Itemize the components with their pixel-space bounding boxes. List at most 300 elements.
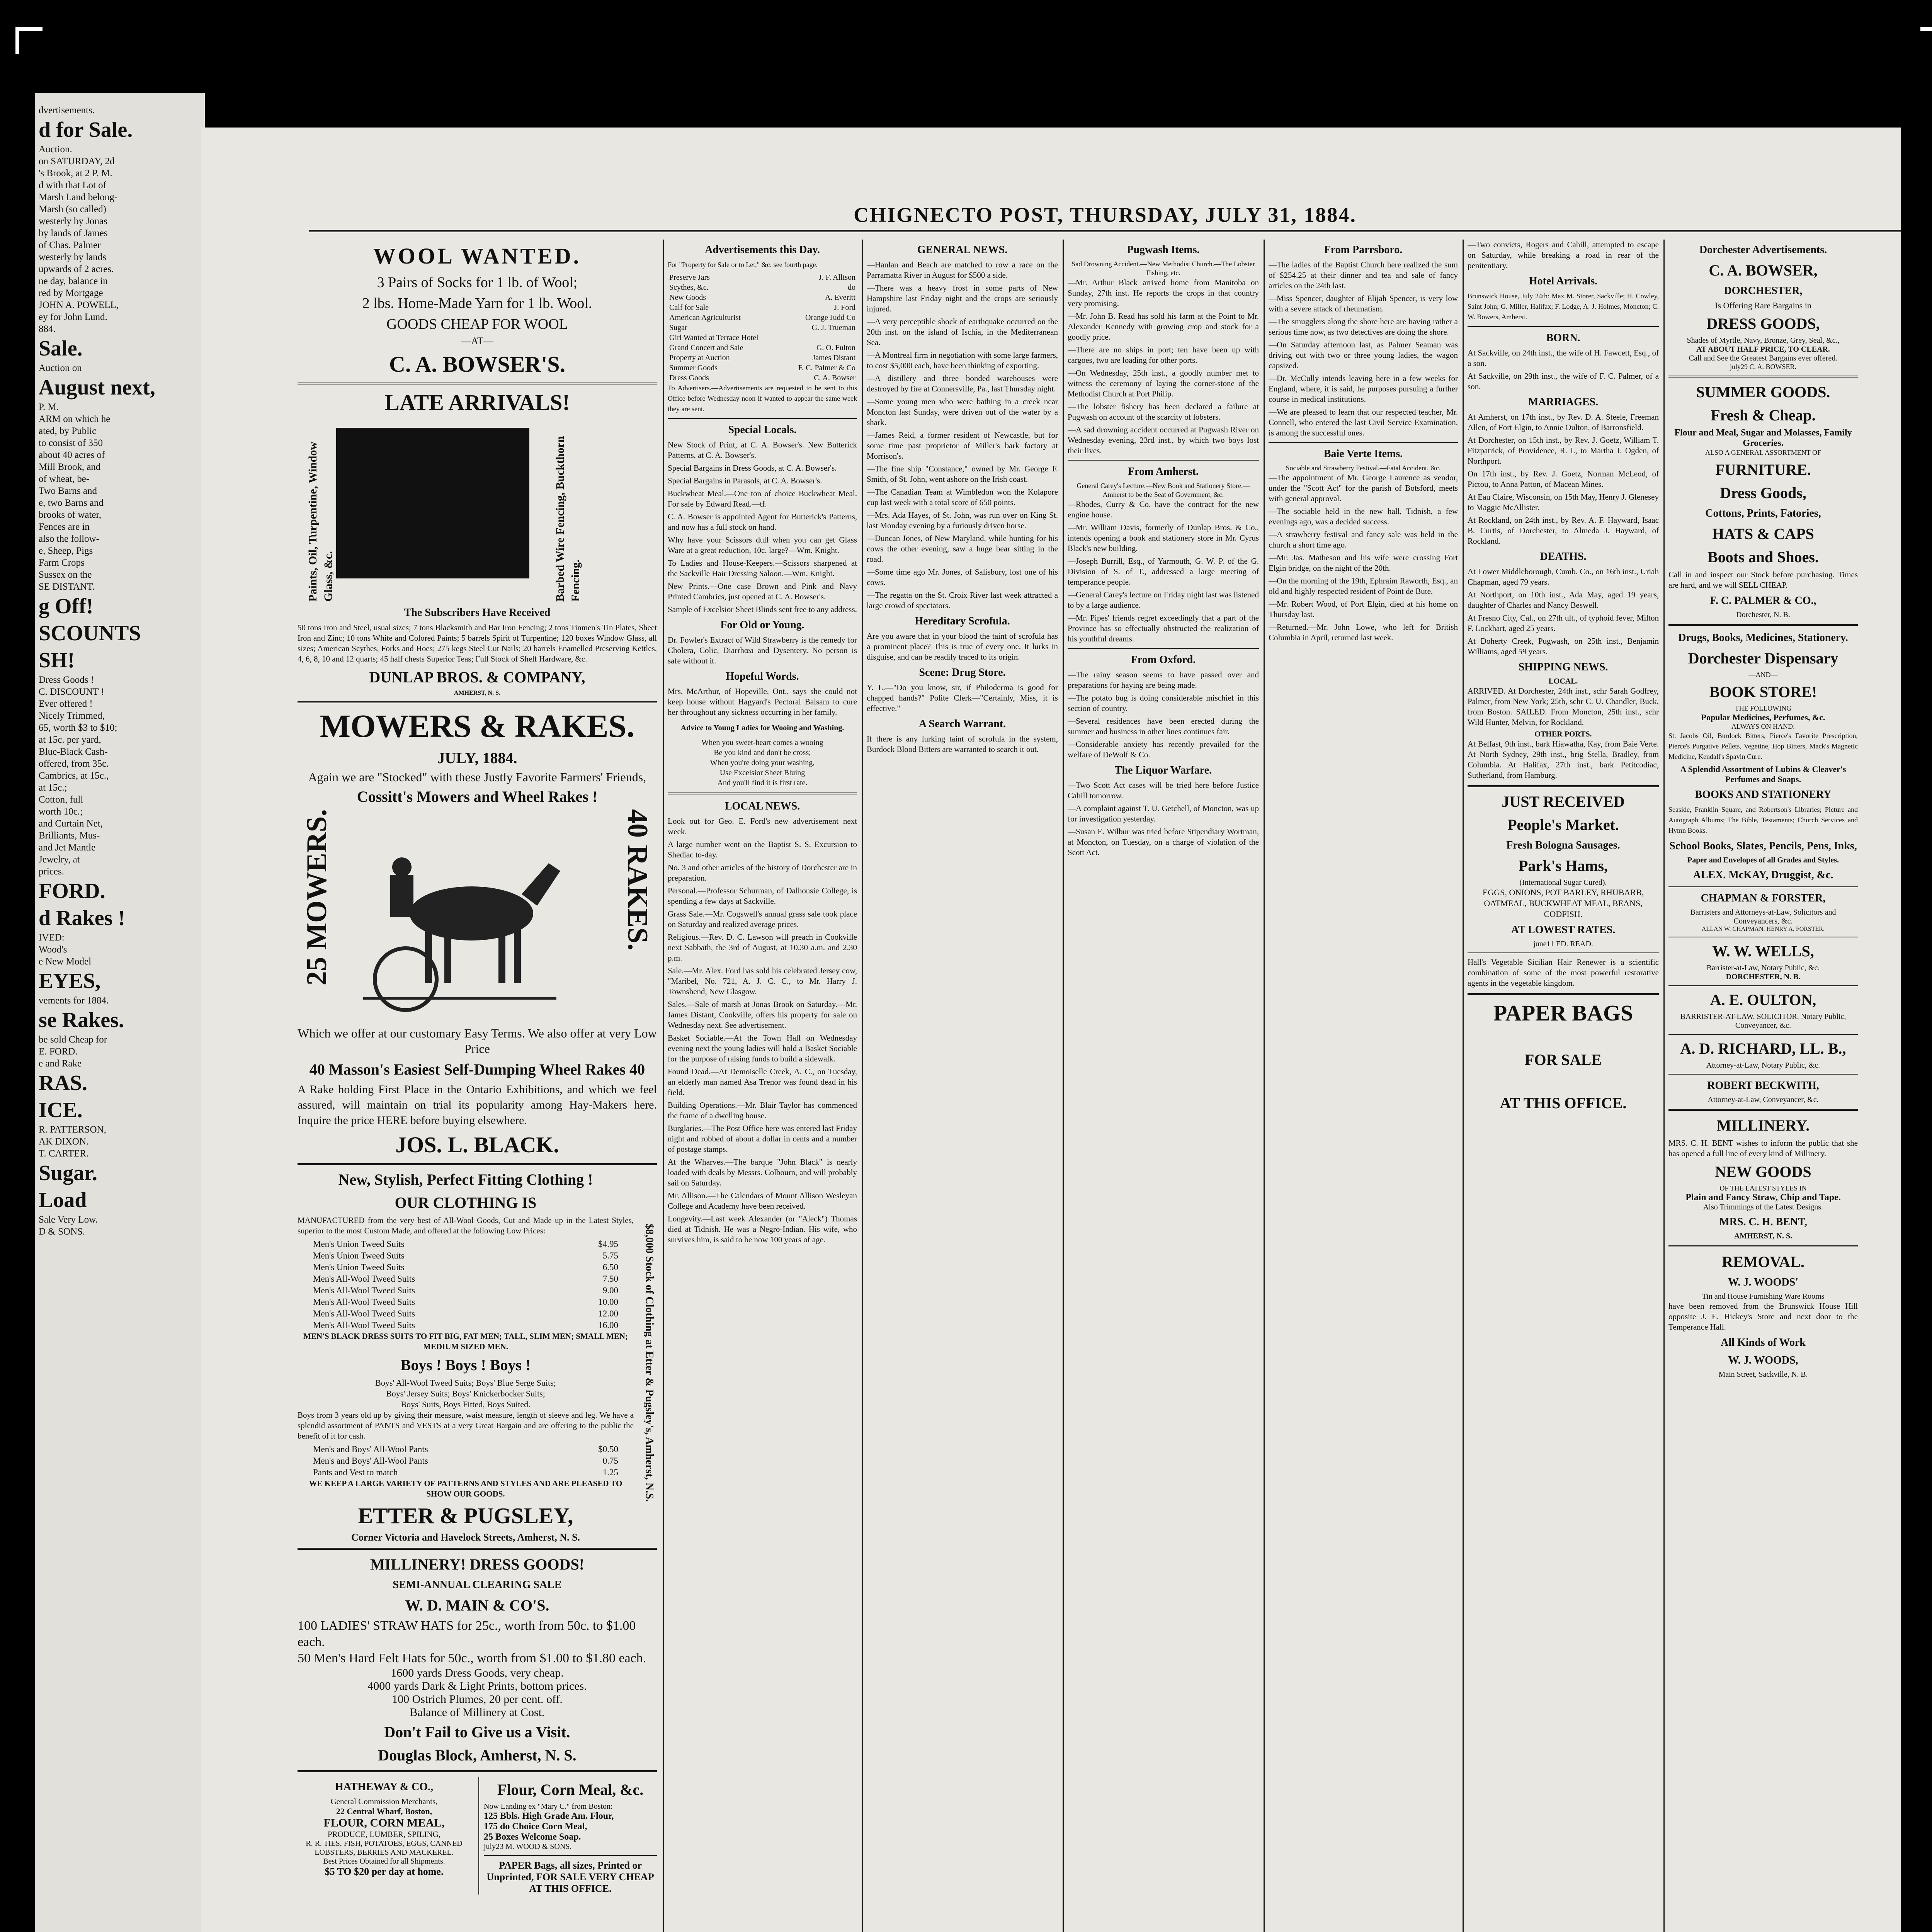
price-row bbox=[298, 1262, 634, 1273]
facing-page-line: ICE. bbox=[39, 1098, 83, 1122]
main-line: Balance of Millinery at Cost. bbox=[410, 1706, 545, 1719]
facing-page-line: Wood's bbox=[39, 944, 67, 955]
special-local-item: C. A. Bowser is appointed Agent for Butterick's Patterns, and now has a full stock on hand. bbox=[668, 512, 857, 532]
shipping-local: LOCAL. bbox=[1548, 677, 1578, 685]
ad-row-label: Grand Concert and Sale bbox=[669, 344, 743, 352]
oxford-heading: From Oxford. bbox=[1131, 654, 1196, 666]
facing-page-line: Farm Crops bbox=[39, 558, 85, 568]
book-store: BOOK STORE! bbox=[1709, 683, 1817, 701]
pugwash-item: —The lobster fishery has been declared a failure at Pugwash on account of the scarcity of lobsters. bbox=[1068, 402, 1259, 422]
anvil-image bbox=[336, 428, 529, 578]
hotel-heading: Hotel Arrivals. bbox=[1529, 275, 1598, 287]
special-local-item: Buckwheat Meal.—One ton of choice Buckwheat Meal. For sale by Edward Read.—tf. bbox=[668, 489, 857, 509]
special-local-item: New Stock of Print, at C. A. Bowser's. New Butterick Patterns, at C. A. Bowser's. bbox=[668, 440, 857, 460]
paper-bags-heading: PAPER BAGS bbox=[1493, 1000, 1633, 1026]
dorchester-heading: Dorchester Advertisements. bbox=[1699, 244, 1827, 256]
baie-verte-item: —Mr. Jas. Matheson and his wife were crossing Fort Elgin bridge, on the night of the 20th. bbox=[1269, 553, 1458, 573]
facing-page-line: Load bbox=[39, 1188, 87, 1212]
wool-line: 2 lbs. Home-Made Yarn for 1 lb. Wool. bbox=[362, 295, 592, 311]
mckay: ALEX. McKAY, Druggist, &c. bbox=[1693, 869, 1833, 881]
marriages-list bbox=[1468, 412, 1659, 546]
facing-page-line: worth 10c.; bbox=[39, 806, 83, 817]
convicts-text: —Two convicts, Rogers and Cahill, attempted to escape on Saturday, while breaking a road in rear of the penitentiary. bbox=[1468, 240, 1659, 270]
richard-sub: Attorney-at-Law, Notary Public, &c. bbox=[1706, 1061, 1820, 1070]
facing-page-line: SH! bbox=[39, 648, 75, 672]
local-news-item: Basket Sociable.—At the Town Hall on Wednesday evening next the young ladies will hold a Basket Sociable for the purpose of raising funds to build a sidewalk. bbox=[668, 1033, 857, 1063]
facing-page-line: brooks of water, bbox=[39, 510, 102, 520]
facing-page-line: T. CARTER. bbox=[39, 1148, 89, 1159]
late-arrivals-illustration bbox=[298, 420, 657, 602]
liquor-item: —Susan E. Wilbur was tried before Stipendiary Wortman, at Moncton, on Tuesday, on a charge of violation of the Scott Act. bbox=[1068, 827, 1259, 857]
facing-page-line: and Curtain Net, bbox=[39, 818, 103, 829]
facing-page-line: Dress Goods ! bbox=[39, 675, 94, 685]
envelopes: Paper and Envelopes of all Grades and Styles. bbox=[1687, 856, 1839, 864]
ad-row-label: New Goods bbox=[669, 293, 706, 302]
pants-row bbox=[298, 1467, 634, 1478]
facing-page-text bbox=[35, 93, 205, 1238]
ad-row-label: Dress Goods bbox=[669, 374, 709, 382]
rhyme-line: When you're doing your washing, bbox=[710, 759, 815, 767]
young-heading: For Old or Young. bbox=[720, 619, 804, 631]
amherst-item: —Rhodes, Curry & Co. have the contract for the new engine house. bbox=[1068, 500, 1259, 519]
price-row-value: 9.00 bbox=[602, 1286, 618, 1295]
facing-page-line: Auction on bbox=[39, 363, 82, 373]
liquor-item: —Two Scott Act cases will be tried here before Justice Cahill tomorrow. bbox=[1068, 781, 1259, 800]
facing-page-line: AK DIXON. bbox=[39, 1136, 89, 1147]
drug-store-text: Y. L.—"Do you know, sir, if Philoderma is good for chapped hands?" Polite Clerk—"Certainly, Miss, it is effective." bbox=[867, 683, 1058, 713]
facing-page-line: Marsh Land belong- bbox=[39, 192, 118, 202]
parrsboro-list bbox=[1269, 260, 1458, 438]
rhyme-line: Be you kind and don't be cross; bbox=[714, 748, 811, 757]
column-pugwash-amherst bbox=[1068, 240, 1259, 1932]
ad-row bbox=[668, 313, 857, 323]
facing-page-line: P. M. bbox=[39, 402, 59, 412]
ad-row bbox=[668, 323, 857, 333]
flour-line: Now Landing ex "Mary C." from Boston: bbox=[484, 1802, 613, 1811]
young-text: Dr. Fowler's Extract of Wild Strawberry is the remedy for Cholera, Colic, Diarrhœa and Dysentery. No person is safe without it. bbox=[668, 635, 857, 665]
divider bbox=[1668, 1074, 1858, 1075]
main-line: 1600 yards Dress Goods, very cheap. bbox=[391, 1667, 564, 1679]
lowest-rates: AT LOWEST RATES. bbox=[1511, 924, 1616, 936]
local-news-item: Building Operations.—Mr. Blair Taylor has commenced the frame of a dwelling house. bbox=[668, 1100, 857, 1120]
other-ports-text: At Belfast, 9th inst., bark Hiawatha, Kay, from Baie Verte. At North Sydney, 29th inst., brig Stella, Bradley, from Columbia. At Halifax, 27th inst., bark Petitcodiac, Sutherland, from Hamburg. bbox=[1468, 739, 1659, 780]
richard-name: A. D. RICHARD, LL. B., bbox=[1680, 1040, 1846, 1057]
dunlap-name: DUNLAP BROS. & COMPANY, bbox=[369, 668, 585, 686]
facing-page-line: Nicely Trimmed, bbox=[39, 711, 105, 721]
facing-page-line: Ever offered ! bbox=[39, 699, 93, 709]
facing-page-line: to consist of 350 bbox=[39, 438, 103, 448]
at-this-office: AT THIS OFFICE. bbox=[1500, 1094, 1627, 1112]
baie-verte-item: —A strawberry festival and fancy sale was held in the church a short time ago. bbox=[1269, 530, 1458, 549]
advertisers-note: To Advertisers.—Advertisements are requested to be sent to this Office before Wednesday noon if wanted to appear the same week they are sent. bbox=[668, 384, 857, 413]
divider bbox=[1468, 993, 1659, 995]
ad-row-label: Calf for Sale bbox=[669, 303, 709, 312]
pants-row-label: Pants and Vest to match bbox=[313, 1468, 398, 1477]
special-local-item: Why have your Scissors dull when you can get Glass Ware at a great reduction, 10c. large?—Wm. Knight. bbox=[668, 535, 857, 555]
bowser-line: july29 C. A. BOWSER. bbox=[1730, 363, 1797, 371]
rakes-count: 40 RAKES. bbox=[622, 809, 653, 951]
books-stationery: BOOKS AND STATIONERY bbox=[1695, 789, 1832, 801]
local-news-item: Religious.—Rev. D. C. Lawson will preach in Cookville next Sabbath, the 3rd of August, at 10.30 a.m. and 2.30 p.m. bbox=[668, 932, 857, 963]
facing-page-line: R. PATTERSON, bbox=[39, 1124, 106, 1135]
facing-page-line: at 15c.; bbox=[39, 782, 67, 793]
facing-page-line: d Rakes ! bbox=[39, 906, 126, 930]
bowser-line: DRESS GOODS, bbox=[1706, 315, 1820, 332]
fresh-cheap: Fresh & Cheap. bbox=[1711, 406, 1816, 424]
baie-verte-list bbox=[1269, 473, 1458, 643]
bowser-line: Shades of Myrtle, Navy, Bronze, Grey, Seal, &c., bbox=[1687, 336, 1840, 345]
facing-page-line: e New Model bbox=[39, 956, 92, 967]
ad-row bbox=[668, 333, 857, 343]
facing-page-line: Brilliants, Mus- bbox=[39, 830, 100, 841]
facing-page-line: g Off! bbox=[39, 594, 94, 618]
ad-row-value: C. A. Bowser bbox=[814, 374, 855, 382]
hathaway-line: PRODUCE, LUMBER, SPILING, bbox=[327, 1830, 441, 1839]
amherst-list bbox=[1068, 499, 1259, 644]
facing-page-line: Blue-Black Cash- bbox=[39, 747, 108, 757]
chapman-sub: Barristers and Attorneys-at-Law, Solicitors and Conveyancers, &c. bbox=[1690, 908, 1836, 925]
divider bbox=[298, 383, 657, 384]
column-locals bbox=[668, 240, 857, 1932]
pants-row-label: Men's and Boys' All-Wool Pants bbox=[313, 1456, 428, 1466]
wells-name: W. W. WELLS, bbox=[1712, 942, 1814, 960]
bowser-line: Call and See the Greatest Bargains ever offered. bbox=[1689, 354, 1838, 362]
following: THE FOLLOWING bbox=[1735, 704, 1792, 712]
divider bbox=[1269, 442, 1458, 443]
born-list bbox=[1468, 348, 1659, 392]
facing-page-line: JOHN A. POWELL, bbox=[39, 300, 119, 310]
fencing-side-text: Barbed Wire Fencing, Buckthorn Fencing. bbox=[554, 436, 582, 602]
ad-row-label: Scythes, &c. bbox=[669, 283, 709, 292]
deaths-list bbox=[1468, 566, 1659, 657]
baie-verte-heading: Baie Verte Items. bbox=[1323, 448, 1403, 460]
column-general-news bbox=[867, 240, 1058, 1932]
facing-page-line: Sugar. bbox=[39, 1161, 98, 1185]
facing-page-line: Two Barns and bbox=[39, 486, 97, 496]
hopeful-text: Mrs. McArthur, of Hopeville, Ont., says she could not keep house without Hagyard's Pectoral Balsam to cure her throughout any sickness occurring in her family. bbox=[668, 687, 857, 717]
facing-page-line: FORD. bbox=[39, 879, 105, 903]
marriage-notice: At Amherst, on 17th inst., by Rev. D. A. Steele, Freeman Allen, of Fort Elgin, to Annie Oulton, of Barronsfield. bbox=[1468, 412, 1659, 432]
other-ports: OTHER PORTS. bbox=[1534, 730, 1592, 738]
ad-row bbox=[668, 303, 857, 313]
wells-sub: Barrister-at-Law, Notary Public, &c. bbox=[1706, 964, 1820, 972]
medicine-list: St. Jacobs Oil, Burdock Bitters, Pierce's Favorite Prescription, Pierce's Purgative Pellets, Vegetine, Hop Bitters, Mack's Magnetic Medicine, Kendall's Spavin Cure. bbox=[1668, 732, 1858, 760]
divider bbox=[1668, 886, 1858, 887]
search-warrant-heading: A Search Warrant. bbox=[918, 718, 1006, 730]
halls-text: Hall's Vegetable Sicilian Hair Renewer is a scientific combination of some of the most powerful restorative agents in the vegetable kingdom. bbox=[1468, 957, 1659, 988]
general-news-item: —There was a heavy frost in some parts of New Hampshire last Friday night and the crops are seriously injured. bbox=[867, 283, 1058, 313]
price-row-label: Men's Union Tweed Suits bbox=[313, 1251, 405, 1260]
dispensary: Dorchester Dispensary bbox=[1688, 650, 1838, 667]
trimmings: Also Trimmings of the Latest Designs. bbox=[1703, 1203, 1823, 1211]
amherst-item: —Mr. Pipes' friends regret exceedingly that a part of the Province has so effectually obstructed the realization of his youthful dreams. bbox=[1068, 613, 1259, 643]
general-news-list bbox=[867, 260, 1058, 611]
column-rule bbox=[1063, 240, 1064, 1932]
ad-row-label: Sugar bbox=[669, 323, 687, 332]
facing-page-line: Auction. bbox=[39, 144, 72, 155]
main-line: 4000 yards Dark & Light Prints, bottom prices. bbox=[367, 1680, 587, 1692]
mens-hats: 50 Men's Hard Felt Hats for 50c., worth from $1.00 to $1.80 each. bbox=[298, 1651, 646, 1665]
divider bbox=[298, 701, 657, 703]
boots-note: Call in and inspect our Stock before purchasing. Times are hard, and we will SELL CHEAP. bbox=[1668, 570, 1858, 590]
boys-heading: Boys ! Boys ! Boys ! bbox=[400, 1356, 531, 1374]
general-news-item: —Mrs. Ada Hayes, of St. John, was run over on King St. last Monday evening by a furiously driven horse. bbox=[867, 510, 1058, 530]
price-row bbox=[298, 1238, 634, 1250]
column-rule bbox=[1463, 240, 1464, 1932]
hathaway-ad bbox=[298, 1777, 471, 1895]
clothing-heading: New, Stylish, Perfect Fitting Clothing ! bbox=[338, 1171, 593, 1188]
price-row-label: Men's Union Tweed Suits bbox=[313, 1262, 405, 1272]
price-row bbox=[298, 1250, 634, 1262]
hathaway-line: R. R. TIES, FISH, POTATOES, EGGS, CANNED LOBSTERS, BERRIES AND MACKEREL. bbox=[306, 1839, 463, 1857]
facing-page-line: EYES, bbox=[39, 969, 101, 993]
facing-page-line: upwards of 2 acres. bbox=[39, 264, 114, 274]
price-row-value: 16.00 bbox=[598, 1320, 618, 1330]
etter-pugsley-name: ETTER & PUGSLEY, bbox=[358, 1503, 573, 1528]
facing-page-line: SCOUNTS bbox=[39, 621, 141, 645]
all-kinds: All Kinds of Work bbox=[1721, 1337, 1806, 1349]
column-ads-amherst bbox=[298, 240, 657, 1932]
liquor-item: —A complaint against T. U. Getchell, of Moncton, was up for investigation yesterday. bbox=[1068, 804, 1259, 823]
marriages-heading: MARRIAGES. bbox=[1528, 396, 1599, 408]
facing-page-line: e and Rake bbox=[39, 1058, 82, 1069]
local-news-item: Grass Sale.—Mr. Cogswell's annual grass sale took place on Saturday and realized average prices. bbox=[668, 909, 857, 929]
facing-page-line: se Rakes. bbox=[39, 1008, 124, 1032]
price-row-label: Men's All-Wool Tweed Suits bbox=[313, 1320, 415, 1330]
pugwash-item: —Mr. John B. Read has sold his farm at the Point to Mr. Alexander Kennedy with growing crop and stock for a goodly price. bbox=[1068, 311, 1259, 342]
facing-page-line: of wheat, be- bbox=[39, 474, 90, 484]
cossitt-heading: Cossitt's Mowers and Wheel Rakes ! bbox=[357, 788, 598, 805]
amherst-item: —Mr. William Davis, formerly of Dunlap Bros. & Co., intends opening a book and stationery store in Mr. Cyrus Black's new building. bbox=[1068, 523, 1259, 553]
facing-page-line: August next, bbox=[39, 376, 155, 400]
facing-page-line: red by Mortgage bbox=[39, 288, 103, 298]
hereditary-heading: Hereditary Scrofula. bbox=[915, 615, 1010, 627]
palmer-place: Dorchester, N. B. bbox=[1736, 611, 1790, 619]
beckwith-name: ROBERT BECKWITH, bbox=[1707, 1080, 1819, 1092]
general-news-item: —The fine ship "Constance," owned by Mr. George F. Smith, of St. John, went ashore on the Irish coast. bbox=[867, 464, 1058, 484]
woods-signature: W. J. WOODS, bbox=[1728, 1354, 1798, 1366]
pants-row-value: $0.50 bbox=[598, 1444, 618, 1454]
price-row bbox=[298, 1296, 634, 1308]
search-warrant-text: If there is any lurking taint of scrofula in the system, Burdock Blood Bitters are warranted to search it out. bbox=[867, 734, 1058, 754]
price-row-value: 12.00 bbox=[598, 1309, 618, 1318]
divider bbox=[1468, 326, 1659, 327]
ad-row-value: do bbox=[848, 283, 855, 292]
special-locals-heading: Special Locals. bbox=[728, 424, 797, 436]
oxford-list bbox=[1068, 670, 1259, 760]
stocked-text: Again we are "Stocked" with these Justly Favorite Farmers' Friends, bbox=[308, 770, 646, 784]
mowers-date: JULY, 1884. bbox=[437, 749, 517, 767]
column-dorchester bbox=[1668, 240, 1858, 1932]
general-news-heading: GENERAL NEWS. bbox=[917, 244, 1008, 256]
facing-page-line: prices. bbox=[39, 866, 64, 877]
general-news-item: —Duncan Jones, of New Maryland, while hunting for his cows the other evening, saw a huge bear sitting in the road. bbox=[867, 534, 1058, 564]
wool-wanted-heading: WOOL WANTED. bbox=[373, 243, 582, 269]
crop-mark-top-left bbox=[15, 27, 43, 54]
divider bbox=[1468, 785, 1659, 787]
general-news-item: —Hanlan and Beach are matched to row a race on the Parramatta River in August for $500 a side. bbox=[867, 260, 1058, 280]
local-news-item: Mr. Allison.—The Calendars of Mount Allison Wesleyan College and Academy have been received. bbox=[668, 1191, 857, 1211]
facing-page-line: at 15c. per yard, bbox=[39, 735, 101, 745]
chapman-names: ALLAN W. CHAPMAN. HENRY A. FORSTER. bbox=[1701, 926, 1825, 932]
bowser-place: DORCHESTER, bbox=[1724, 285, 1803, 297]
pants-row-value: 1.25 bbox=[602, 1468, 618, 1477]
facing-page-line: ARM on which he bbox=[39, 414, 111, 424]
born-heading: BORN. bbox=[1546, 332, 1580, 344]
facing-page-line: offered, from 35c. bbox=[39, 759, 109, 769]
popular-medicines: Popular Medicines, Perfumes, &c. bbox=[1701, 713, 1825, 722]
divider bbox=[1668, 1034, 1858, 1035]
facing-page-line: 65, worth $3 to $10; bbox=[39, 723, 117, 733]
hathaway-line: FLOUR, CORN MEAL, bbox=[323, 1816, 445, 1829]
latest-styles: OF THE LATEST STYLES IN bbox=[1719, 1184, 1807, 1192]
ads-note: For "Property for Sale or to Let," &c. see fourth page. bbox=[668, 261, 818, 269]
facing-page-line: 's Brook, at 2 P. M. bbox=[39, 168, 112, 179]
paper-bags-ad: PAPER Bags, all sizes, Printed or Unprinted, FOR SALE VERY CHEAP AT THIS OFFICE. bbox=[486, 1860, 654, 1894]
ladies-hats: 100 LADIES' STRAW HATS for 25c., worth from 50c. to $1.00 each. bbox=[298, 1619, 636, 1649]
drug-store-heading: Scene: Drug Store. bbox=[919, 667, 1006, 679]
baie-verte-item: —On the morning of the 19th, Ephraim Raworth, Esq., an old and highly respected resident of Point de Bute. bbox=[1269, 576, 1458, 596]
ad-row-value: F. C. Palmer & Co bbox=[798, 364, 855, 372]
wool-line: GOODS CHEAP FOR WOOL bbox=[386, 316, 568, 332]
main-co-name: W. D. MAIN & CO'S. bbox=[405, 1597, 549, 1614]
parks-sub: (International Sugar Cured). bbox=[1519, 878, 1607, 887]
bowser-name: C. A. BOWSER, bbox=[1709, 262, 1818, 279]
dunlap-place: AMHERST, N. S. bbox=[454, 690, 501, 696]
lubins: A Splendid Assortment of Lubins & Cleaver's Perfumes and Soaps. bbox=[1680, 764, 1846, 784]
ad-row-label: Summer Goods bbox=[669, 364, 718, 372]
wool-line: 3 Pairs of Socks for 1 lb. of Wool; bbox=[377, 274, 578, 291]
facing-page-line: e, Sheep, Pigs bbox=[39, 546, 93, 556]
advice-heading: Advice to Young Ladies for Wooing and Washing. bbox=[680, 724, 844, 732]
oxford-item: —Several residences have been erected during the summer and business in other lines continues fair. bbox=[1068, 716, 1259, 736]
death-notice: At Fresno City, Cal., on 27th ult., of typhoid fever, Milton F. Lockhart, aged 25 years. bbox=[1468, 613, 1659, 633]
bottom-ads bbox=[298, 1777, 657, 1895]
facing-page-line: westerly by lands bbox=[39, 252, 106, 262]
facing-page-line: d with that Lot of bbox=[39, 180, 106, 190]
massons-heading: 40 Masson's Easiest Self-Dumping Wheel Rakes 40 bbox=[309, 1061, 645, 1078]
drugs-line: Drugs, Books, Medicines, Stationery. bbox=[1678, 632, 1848, 644]
clothing-ad bbox=[298, 1170, 657, 1543]
hathaway-line: Best Prices Obtained for all Shipments. bbox=[323, 1857, 445, 1866]
bent-place: AMHERST, N. S. bbox=[1734, 1232, 1793, 1240]
facing-page-line: and Jet Mantle bbox=[39, 842, 96, 853]
bowser-line: AT ABOUT HALF PRICE, TO CLEAR. bbox=[1696, 345, 1830, 354]
dress-goods: Dress Goods, bbox=[1720, 484, 1806, 502]
oxford-item: —The potato bug is doing considerable mischief in this section of country. bbox=[1068, 693, 1259, 713]
death-notice: At Lower Middleborough, Cumb. Co., on 16th inst., Uriah Chapman, aged 79 years. bbox=[1468, 567, 1659, 587]
woods-sub: Tin and House Furnishing Ware Rooms bbox=[1702, 1292, 1825, 1301]
rhyme-line: Use Excelsior Sheet Bluing bbox=[719, 769, 805, 777]
pants-list bbox=[298, 1444, 634, 1478]
black-suits: MEN'S BLACK DRESS SUITS TO FIT BIG, FAT MEN; TALL, SLIM MEN; SMALL MEN; MEDIUM SIZED MEN. bbox=[303, 1332, 628, 1351]
woods-name: W. J. WOODS' bbox=[1728, 1276, 1799, 1288]
column-rule bbox=[1264, 240, 1265, 1932]
beckwith-sub: Attorney-at-Law, Conveyancer, &c. bbox=[1708, 1095, 1819, 1104]
crop-mark-top-right bbox=[1920, 27, 1932, 54]
ad-row bbox=[668, 282, 857, 293]
facing-page-line: Fences are in bbox=[39, 522, 90, 532]
local-news-item: Sale.—Mr. Alex. Ford has sold his celebrated Jersey cow, "Maribel, No. 721, A. J. C. C., to Mr. Harry J. Townshend, New Glasgow. bbox=[668, 966, 857, 996]
flour-meal: Flour and Meal, Sugar and Molasses, Family Groceries. bbox=[1674, 428, 1852, 448]
main-line: 100 Ostrich Plumes, 20 per cent. off. bbox=[392, 1693, 563, 1706]
local-news-item: At the Wharves.—The barque "John Black" is nearly loaded with deals by Messrs. Colbourn, and will probably sail on Saturday. bbox=[668, 1157, 857, 1187]
price-row-label: Men's All-Wool Tweed Suits bbox=[313, 1297, 415, 1307]
facing-page-line: Sale Very Low. bbox=[39, 1214, 98, 1225]
special-local-item: To Ladies and House-Keepers.—Scissors sharpened at the Sackville Hair Dressing Saloon.—Wm. Knight. bbox=[668, 558, 857, 578]
masthead: CHIGNECTO POST, THURSDAY, JULY 31, 1884. bbox=[309, 203, 1901, 232]
death-notice: At Northport, on 10th inst., Ada May, aged 19 years, daughter of Charles and Nancy Beswell. bbox=[1468, 590, 1659, 610]
divider bbox=[1668, 376, 1858, 378]
chapman-name: CHAPMAN & FORSTER, bbox=[1701, 892, 1826, 904]
birth-notice: At Sackville, on 24th inst., the wife of H. Fawcett, Esq., of a son. bbox=[1468, 348, 1659, 368]
flour-line: 25 Boxes Welcome Soap. bbox=[484, 1832, 581, 1842]
special-local-item: Sample of Excelsior Sheet Blinds sent free to any address. bbox=[668, 605, 857, 614]
facing-page-line: Marsh (so called) bbox=[39, 204, 106, 214]
pugwash-sub: Sad Drowning Accident.—New Methodist Church.—The Lobster Fishing, etc. bbox=[1071, 260, 1255, 277]
local-news-heading: LOCAL NEWS. bbox=[724, 800, 800, 812]
amherst-heading: From Amherst. bbox=[1128, 466, 1199, 478]
local-news-item: Sales.—Sale of marsh at Jonas Brook on Saturday.—Mr. James Distant, Cookville, offers his property for sale on Wednesday next. See advertisement. bbox=[668, 1000, 857, 1030]
parrsboro-item: —We are pleased to learn that our respected teacher, Mr. Connell, who entered the last Civil Service Examination, is among the successful ones. bbox=[1269, 407, 1458, 437]
new-goods: NEW GOODS bbox=[1715, 1163, 1811, 1180]
facing-page-line: 884. bbox=[39, 324, 56, 334]
hereditary-text: Are you aware that in your blood the taint of scrofula has a prominent place? This is true of every one. It lurks in disguise, and can be readily traced to its origin. bbox=[867, 631, 1058, 662]
facing-page-line: E. FORD. bbox=[39, 1046, 78, 1057]
baie-verte-item: —The appointment of Mr. George Laurence as vendor, under the "Scott Act" for the parish of Botsford, meets with general approval. bbox=[1269, 473, 1458, 503]
facing-page-line: RAS. bbox=[39, 1071, 88, 1095]
bent-text: MRS. C. H. BENT wishes to inform the public that she has opened a full line of every kind of Millinery. bbox=[1668, 1138, 1858, 1158]
bowser-name: C. A. BOWSER'S. bbox=[389, 352, 566, 377]
price-row-value: 6.50 bbox=[602, 1262, 618, 1272]
parrsboro-item: —On Saturday afternoon last, as Palmer Seaman was driving out with two or three young ladies, the wagon capsized. bbox=[1269, 340, 1458, 370]
local-news-item: A large number went on the Baptist S. S. Excursion to Shediac to-day. bbox=[668, 840, 857, 859]
dont-fail: Don't Fail to Give us a Visit. bbox=[384, 1723, 570, 1741]
bowser-line: Is Offering Rare Bargains in bbox=[1715, 301, 1811, 310]
paints-side-text: Paints, Oil, Turpentine, Window Glass, &c. bbox=[306, 441, 335, 602]
parrsboro-heading: From Parrsboro. bbox=[1324, 244, 1403, 256]
ad-row bbox=[668, 363, 857, 373]
ad-row-label: American Agriculturist bbox=[669, 313, 741, 322]
ad-row-value: A. Everitt bbox=[825, 293, 855, 302]
parrsboro-item: —Dr. McCully intends leaving here in a few weeks for England, where, it is said, he purposes pursuing a further course in medical institutions. bbox=[1269, 374, 1458, 404]
arrivals-text: 50 tons Iron and Steel, usual sizes; 7 tons Blacksmith and Bar Iron Fencing; 2 tons Tinmen's Tin Plates, Sheet Iron and Zinc; 10 tons White and Colored Paints; 5 barrels Spirit of Turpentine; 120 boxes Window Glass, all sizes; American Scythes, Forks and Hoes; 275 kegs Steel Cut Nails; 20 barrels Enamelled Preserving Kettles, 4, 6, 8, 10 and 12 quarts; 45 half chests Superior Teas; Full Stock of Shelf Hardware, &c. bbox=[298, 623, 657, 663]
amherst-item: —Joseph Burrill, Esq., of Yarmouth, G. W. P. of the G. Division of S. of T., addressed a large meeting of temperance people. bbox=[1068, 556, 1259, 587]
pants-row bbox=[298, 1444, 634, 1455]
divider bbox=[668, 418, 857, 419]
cottons: Cottons, Prints, Fatories, bbox=[1705, 507, 1821, 519]
clearing-sale: SEMI-ANNUAL CLEARING SALE bbox=[393, 1579, 562, 1591]
column-rule bbox=[862, 240, 863, 1932]
palmer-name: F. C. PALMER & CO., bbox=[1710, 595, 1816, 607]
hathaway-line: 22 Central Wharf, Boston, bbox=[336, 1806, 432, 1816]
facing-page-line: ne day, balance in bbox=[39, 276, 108, 286]
facing-page-line: be sold Cheap for bbox=[39, 1034, 107, 1045]
ad-row-label: Property at Auction bbox=[669, 354, 730, 362]
ads-this-day-heading: Advertisements this Day. bbox=[705, 244, 820, 256]
late-arrivals-heading: LATE ARRIVALS! bbox=[384, 390, 570, 415]
ad-row bbox=[668, 293, 857, 303]
price-row-label: Men's All-Wool Tweed Suits bbox=[313, 1309, 415, 1318]
pugwash-item: —There are no ships in port; ten have been up with cargoes, two are loading for other ports. bbox=[1068, 345, 1259, 365]
price-row-label: Men's Union Tweed Suits bbox=[313, 1239, 405, 1249]
pants-row bbox=[298, 1455, 634, 1467]
divider bbox=[668, 793, 857, 794]
facing-page-line: westerly by Jonas bbox=[39, 216, 107, 226]
flour-line: 175 do Choice Corn Meal, bbox=[484, 1821, 587, 1832]
local-news-item: No. 3 and other articles of the history of Dorchester are in preparation. bbox=[668, 863, 857, 883]
books-list: Seaside, Franklin Square, and Robertson's Libraries; Picture and Autograph Albums; The Bible, Testaments; Church Services and Hymn Books. bbox=[1668, 806, 1858, 834]
